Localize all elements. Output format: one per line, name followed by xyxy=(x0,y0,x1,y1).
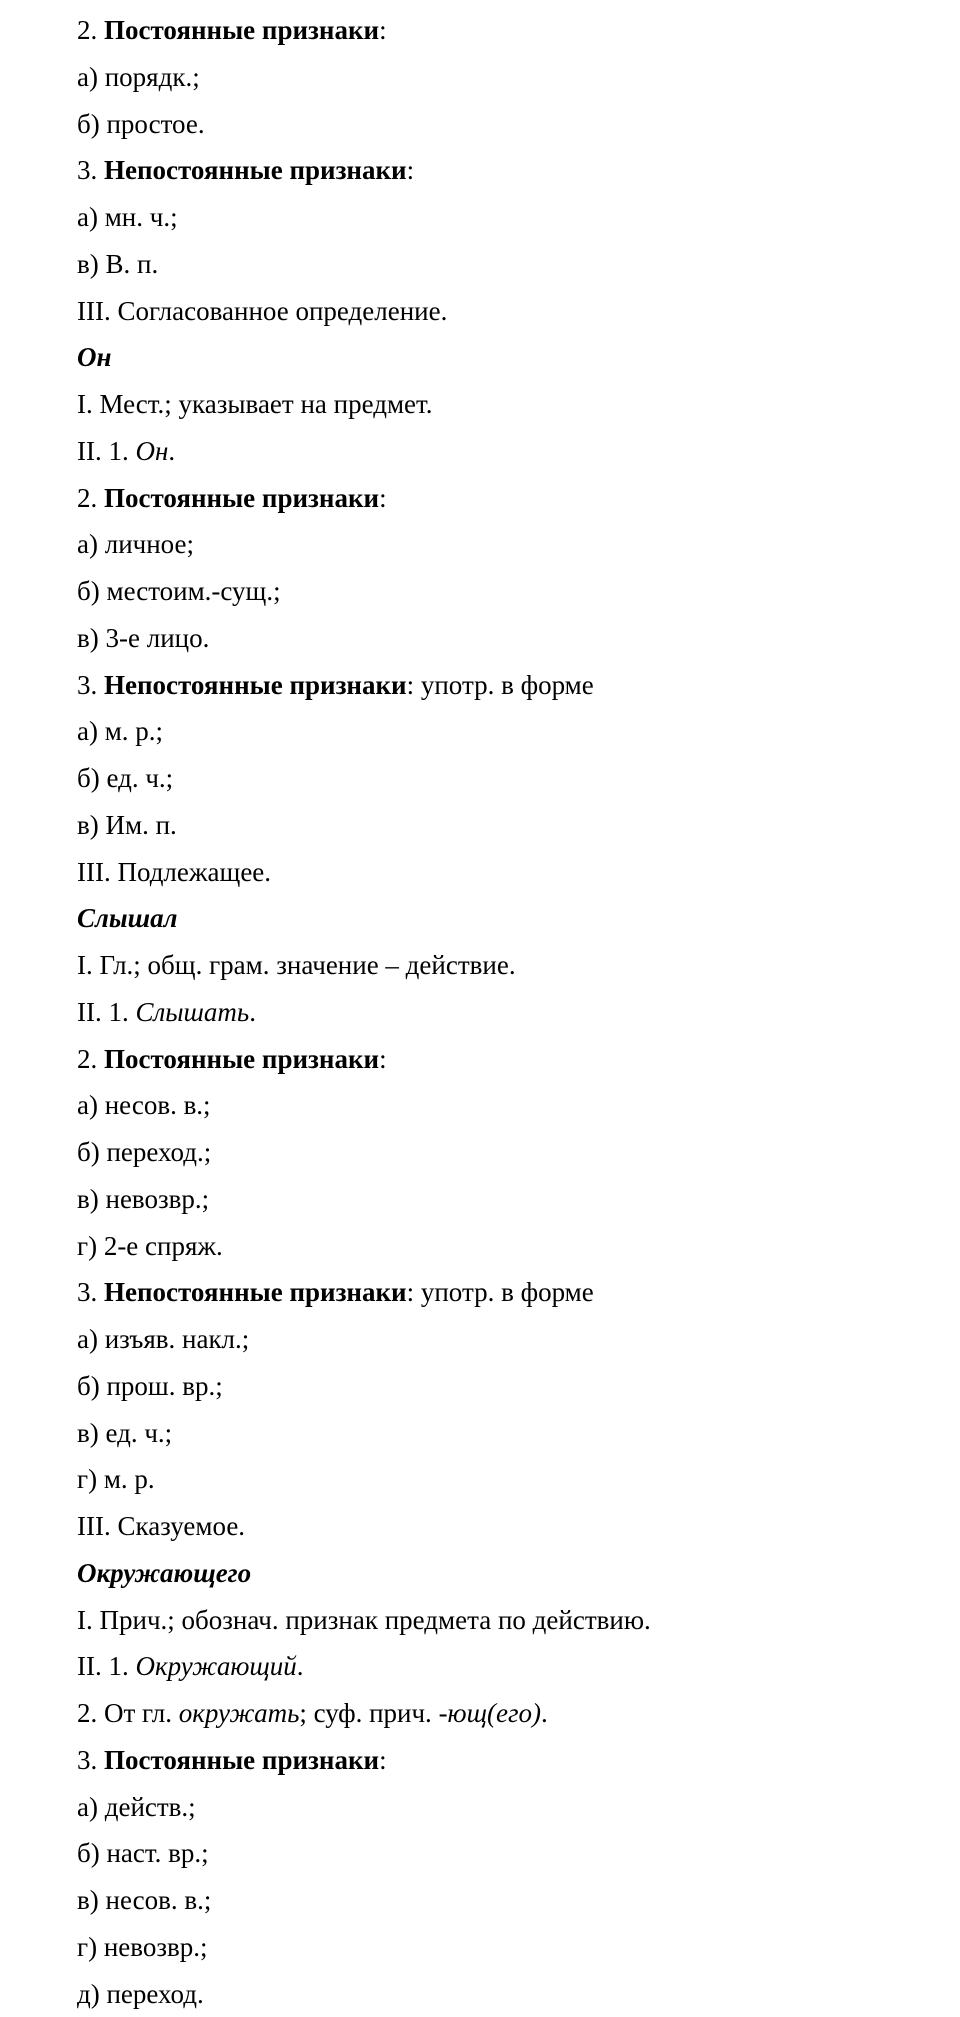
text-line xyxy=(77,1363,940,1410)
bold-term: Непостоянные признаки xyxy=(104,670,407,700)
text-line xyxy=(77,1550,940,1597)
text-segment: I. Мест.; указывает на предмет. xyxy=(77,389,433,419)
text-segment: д) переход. xyxy=(77,1979,204,2009)
text-line xyxy=(77,1690,940,1737)
text-segment: г) невозвр.; xyxy=(77,1932,207,1962)
text-line xyxy=(77,1737,940,1784)
text-line xyxy=(77,101,940,148)
document-page xyxy=(77,7,940,2017)
text-segment: г) 2-е спряж. xyxy=(77,1231,223,1261)
text-line xyxy=(77,1082,940,1129)
text-line xyxy=(77,708,940,755)
text-segment: . xyxy=(168,436,175,466)
text-line xyxy=(77,989,940,1036)
italic-form: Окружающий xyxy=(135,1651,296,1681)
word-heading: Окружающего xyxy=(77,1558,251,1588)
bold-term: Непостоянные признаки xyxy=(104,155,407,185)
text-segment: б) местоим.-сущ.; xyxy=(77,576,281,606)
text-segment: в) невозвр.; xyxy=(77,1184,209,1214)
text-segment: II. 1. xyxy=(77,997,135,1027)
italic-form: Слышать xyxy=(135,997,249,1027)
text-segment: а) м. р.; xyxy=(77,716,163,746)
text-segment: а) порядк.; xyxy=(77,62,200,92)
text-segment: . xyxy=(541,1698,548,1728)
text-segment: II. 1. xyxy=(77,436,135,466)
text-segment: : xyxy=(379,15,387,45)
text-segment: в) 3-е лицо. xyxy=(77,623,209,653)
word-heading: Он xyxy=(77,342,112,372)
text-segment: III. Сказуемое. xyxy=(77,1511,245,1541)
text-line xyxy=(77,1830,940,1877)
text-segment: : xyxy=(379,483,387,513)
text-segment: а) действ.; xyxy=(77,1792,196,1822)
text-segment: 2. От гл. xyxy=(77,1698,179,1728)
italic-form: Он xyxy=(135,436,168,466)
text-line xyxy=(77,1784,940,1831)
text-line xyxy=(77,1503,940,1550)
text-line xyxy=(77,241,940,288)
text-segment: а) несов. в.; xyxy=(77,1090,211,1120)
text-segment: б) ед. ч.; xyxy=(77,763,173,793)
text-segment: I. Гл.; общ. грам. значение – действие. xyxy=(77,950,516,980)
text-line xyxy=(77,1643,940,1690)
text-line xyxy=(77,7,940,54)
text-line xyxy=(77,568,940,615)
text-segment: : употр. в форме xyxy=(407,1277,594,1307)
text-segment: г) м. р. xyxy=(77,1464,155,1494)
text-segment: 3. xyxy=(77,1745,104,1775)
text-segment: б) простое. xyxy=(77,109,205,139)
text-segment: в) ед. ч.; xyxy=(77,1418,172,1448)
text-segment: : употр. в форме xyxy=(407,670,594,700)
italic-form: окружать xyxy=(179,1698,300,1728)
text-segment: I. Прич.; обознач. признак предмета по действию. xyxy=(77,1605,651,1635)
text-segment: б) прош. вр.; xyxy=(77,1371,223,1401)
text-segment: б) наст. вр.; xyxy=(77,1838,209,1868)
text-segment: 2. xyxy=(77,15,104,45)
text-segment: а) мн. ч.; xyxy=(77,202,178,232)
text-line xyxy=(77,1924,940,1971)
text-line xyxy=(77,54,940,101)
text-line xyxy=(77,1597,940,1644)
text-segment: в) Им. п. xyxy=(77,810,177,840)
text-line xyxy=(77,194,940,241)
text-segment: . xyxy=(297,1651,304,1681)
text-line xyxy=(77,147,940,194)
italic-form: -ющ(его) xyxy=(439,1698,541,1728)
bold-term: Постоянные признаки xyxy=(104,1044,379,1074)
text-line xyxy=(77,1316,940,1363)
text-segment: . xyxy=(249,997,256,1027)
text-segment: 2. xyxy=(77,1044,104,1074)
word-heading: Слышал xyxy=(77,903,177,933)
text-segment: III. Подлежащее. xyxy=(77,857,271,887)
text-line xyxy=(77,895,940,942)
text-segment: III. Согласованное определение. xyxy=(77,296,447,326)
text-line xyxy=(77,1410,940,1457)
text-segment: б) переход.; xyxy=(77,1137,211,1167)
text-line xyxy=(77,615,940,662)
text-line xyxy=(77,1036,940,1083)
text-line xyxy=(77,1129,940,1176)
text-segment: в) несов. в.; xyxy=(77,1885,211,1915)
text-line xyxy=(77,755,940,802)
text-line xyxy=(77,662,940,709)
text-segment: 3. xyxy=(77,670,104,700)
text-segment: 3. xyxy=(77,1277,104,1307)
text-segment: в) В. п. xyxy=(77,249,158,279)
bold-term: Постоянные признаки xyxy=(104,1745,379,1775)
text-segment: II. 1. xyxy=(77,1651,135,1681)
text-line xyxy=(77,1877,940,1924)
text-line xyxy=(77,381,940,428)
bold-term: Постоянные признаки xyxy=(104,15,379,45)
text-line xyxy=(77,1971,940,2017)
text-line xyxy=(77,942,940,989)
text-line xyxy=(77,802,940,849)
text-line xyxy=(77,288,940,335)
text-segment: : xyxy=(379,1044,387,1074)
text-segment: а) личное; xyxy=(77,529,194,559)
text-segment: : xyxy=(407,155,415,185)
text-line xyxy=(77,1176,940,1223)
text-line xyxy=(77,521,940,568)
bold-term: Постоянные признаки xyxy=(104,483,379,513)
text-segment: а) изъяв. накл.; xyxy=(77,1324,249,1354)
text-line xyxy=(77,1456,940,1503)
text-line xyxy=(77,849,940,896)
text-line xyxy=(77,334,940,381)
text-segment: : xyxy=(379,1745,387,1775)
text-segment: 2. xyxy=(77,483,104,513)
text-segment: 3. xyxy=(77,155,104,185)
text-line xyxy=(77,475,940,522)
text-line xyxy=(77,1223,940,1270)
text-segment: ; суф. прич. xyxy=(299,1698,438,1728)
text-line xyxy=(77,428,940,475)
bold-term: Непостоянные признаки xyxy=(104,1277,407,1307)
text-line xyxy=(77,1269,940,1316)
